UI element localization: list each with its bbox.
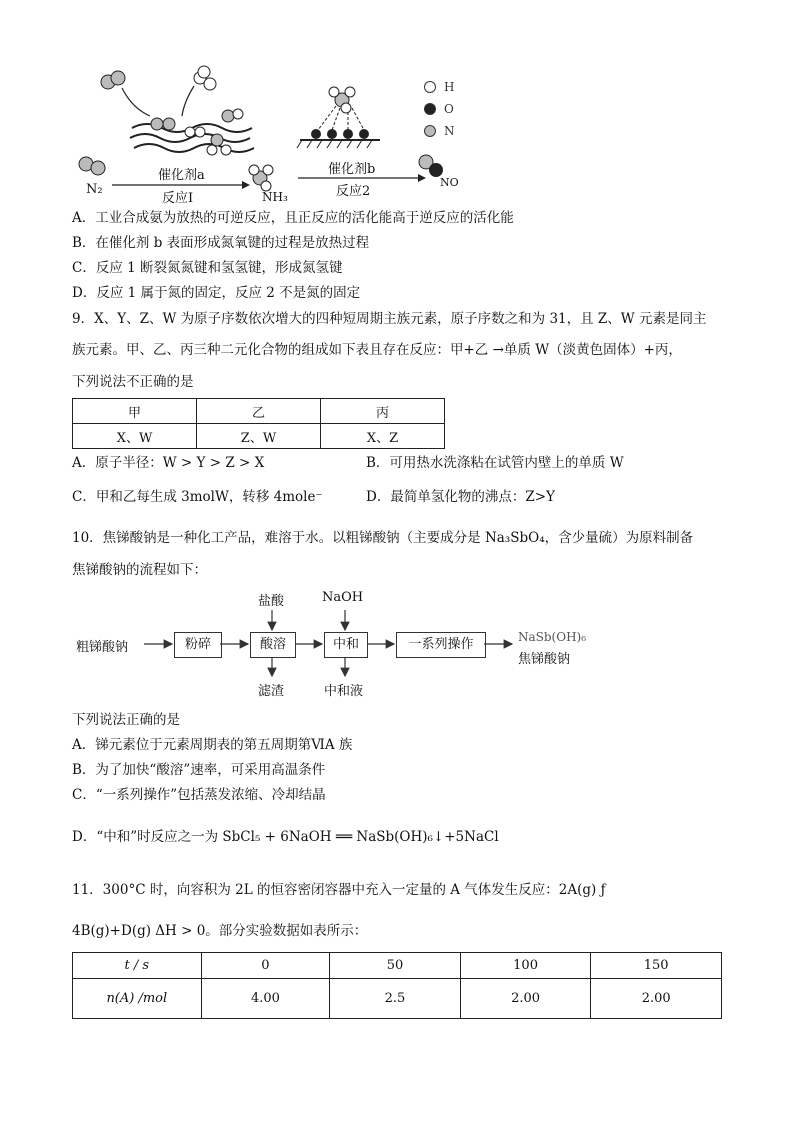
q10-option-d: D．“中和”时反应之一为 SbCl₅ + 6NaOH ══ NaSb(OH)₆↓+5NaCl <box>72 829 499 845</box>
q8-option-d: D．反应 1 属于氮的固定，反应 2 不是氮的固定 <box>72 285 361 301</box>
label-nh3: NH₃ <box>262 190 288 204</box>
q9-option-a: A．原子半径：W > Y > Z > X <box>72 455 265 471</box>
q11-amount-50: 2.5 <box>330 979 461 1019</box>
q10-option-b: B．为了加快“酸溶”速率，可采用高温条件 <box>72 762 326 778</box>
label-catalyst-b: 催化剂b <box>328 162 376 177</box>
q9-cell-bing: X、Z <box>320 424 444 449</box>
flow-step-crush: 粉碎 <box>174 632 222 658</box>
flow-step-acid-dissolve: 酸溶 <box>250 632 296 658</box>
nitrogen-atom-icon <box>424 125 436 137</box>
q9-header-jia: 甲 <box>73 399 197 424</box>
q11-header-time: t / s <box>73 953 202 979</box>
q9-cell-yi: Z、W <box>197 424 321 449</box>
flow-product-formula: NaSb(OH)₆ <box>518 630 587 644</box>
label-reaction-1: 反应Ⅰ <box>162 191 194 206</box>
flow-step-neutralize: 中和 <box>324 632 368 658</box>
q11-time-100: 100 <box>460 953 591 979</box>
label-reaction-2: 反应2 <box>336 184 371 199</box>
q10-process-flow <box>72 590 732 702</box>
q9-option-c: C．甲和乙每生成 3molW，转移 4mole⁻ <box>72 489 323 505</box>
q10-stem-line-2: 焦锑酸钠的流程如下： <box>72 562 207 578</box>
q11-data-table <box>72 952 722 1019</box>
q8-option-a: A．工业合成氨为放热的可逆反应，且正反应的活化能高于逆反应的活化能 <box>72 210 514 226</box>
hydrogen-atom-icon <box>424 81 436 93</box>
flow-output-neutral-liquid: 中和液 <box>324 684 364 699</box>
reaction-mechanism-figure <box>72 58 492 206</box>
q10-option-a: A．锑元素位于元素周期表的第五周期第ⅥA 族 <box>72 737 353 753</box>
legend-o: O <box>424 102 454 116</box>
flow-input-hcl: 盐酸 <box>258 594 285 609</box>
flow-product-name: 焦锑酸钠 <box>518 652 571 667</box>
flow-step-series-operations: 一系列操作 <box>396 632 486 658</box>
q8-option-c: C．反应 1 断裂氮氮键和氢氢键，形成氮氢键 <box>72 260 343 276</box>
q11-stem-line-2: 4B(g)+D(g) ΔH > 0。部分实验数据如表所示： <box>72 923 368 939</box>
flow-start: 粗锑酸钠 <box>76 640 129 655</box>
q9-option-d: D．最简单氢化物的沸点：Z>Y <box>366 489 555 505</box>
q10-stem-line-1: 10．焦锑酸钠是一种化工产品，难溶于水。以粗锑酸钠（主要成分是 Na₃SbO₄，含少量硫）为原料制备 <box>72 530 694 546</box>
q9-header-bing: 丙 <box>320 399 444 424</box>
label-n2: N₂ <box>86 182 103 197</box>
q11-amount-150: 2.00 <box>591 979 722 1019</box>
label-catalyst-a: 催化剂a <box>158 168 205 183</box>
q9-stem-line-2: 族元素。甲、乙、丙三种二元化合物的组成如下表且存在反应：甲+乙 →单质 W（淡黄色固体）+丙， <box>72 342 682 358</box>
q11-amount-0: 4.00 <box>201 979 330 1019</box>
q9-option-b: B．可用热水洗涤粘在试管内壁上的单质 W <box>366 455 624 471</box>
q8-option-b: B．在催化剂 b 表面形成氮氧键的过程是放热过程 <box>72 235 370 251</box>
flow-output-residue: 滤渣 <box>258 684 285 699</box>
q11-stem-line-1: 11．300°C 时，向容积为 2L 的恒容密闭容器中充入一定量的 A 气体发生反应：2A(g) ƒ <box>72 882 606 898</box>
q11-amount-100: 2.00 <box>460 979 591 1019</box>
q11-time-150: 150 <box>591 953 722 979</box>
q11-time-0: 0 <box>201 953 330 979</box>
label-no: NO <box>440 176 459 189</box>
q9-composition-table <box>72 398 445 449</box>
oxygen-atom-icon <box>424 103 436 115</box>
q11-time-50: 50 <box>330 953 461 979</box>
q9-stem-line-1: 9．X、Y、Z、W 为原子序数依次增大的四种短周期主族元素，原子序数之和为 31，且 Z、W 元素是同主 <box>72 311 707 327</box>
q10-stem-line-3: 下列说法正确的是 <box>72 712 180 728</box>
legend-n: N <box>424 124 455 138</box>
legend-h: H <box>424 80 454 94</box>
q10-option-c: C．“一系列操作”包括蒸发浓缩、冷却结晶 <box>72 787 326 803</box>
flow-input-naoh: NaOH <box>322 590 364 605</box>
q9-cell-jia: X、W <box>73 424 197 449</box>
q9-stem-line-3: 下列说法不正确的是 <box>72 374 194 390</box>
q11-header-amount: n(A) /mol <box>73 979 202 1019</box>
q9-header-yi: 乙 <box>197 399 321 424</box>
